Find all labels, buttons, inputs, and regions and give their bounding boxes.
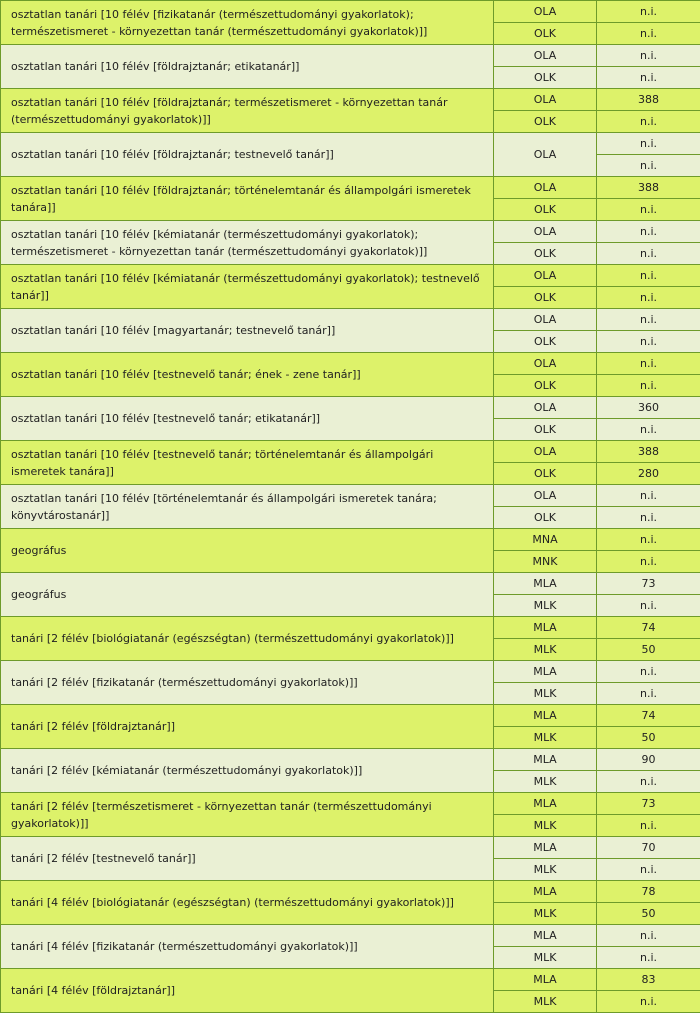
- score-value: n.i.: [597, 375, 700, 397]
- form-code: OLK: [494, 463, 597, 485]
- table-body: [1, 1, 700, 1013]
- form-code: OLA: [494, 89, 597, 111]
- program-name: tanári [2 félév [kémiatanár (természettudományi gyakorlatok)]]: [1, 749, 494, 793]
- table-row: [1, 397, 700, 419]
- program-name: geográfus: [1, 573, 494, 617]
- program-name: tanári [2 félév [földrajztanár]]: [1, 705, 494, 749]
- score-value: 50: [597, 727, 700, 749]
- table-row: [1, 353, 700, 375]
- table-row: [1, 177, 700, 199]
- score-value: n.i.: [597, 991, 700, 1013]
- table-row: [1, 661, 700, 683]
- table-row: [1, 749, 700, 771]
- form-code: MNK: [494, 551, 597, 573]
- form-code: MLA: [494, 705, 597, 727]
- table-row: [1, 925, 700, 947]
- score-value: n.i.: [597, 155, 700, 177]
- score-value: 73: [597, 793, 700, 815]
- program-name: tanári [4 félév [biológiatanár (egészségtan) (természettudományi gyakorlatok)]]: [1, 881, 494, 925]
- form-code: MLK: [494, 991, 597, 1013]
- table-row: [1, 265, 700, 287]
- score-value: n.i.: [597, 1, 700, 23]
- score-value: n.i.: [597, 595, 700, 617]
- score-value: 280: [597, 463, 700, 485]
- score-value: n.i.: [597, 353, 700, 375]
- score-value: 50: [597, 639, 700, 661]
- score-value: n.i.: [597, 133, 700, 155]
- form-code: OLK: [494, 67, 597, 89]
- table-row: [1, 881, 700, 903]
- form-code: OLK: [494, 243, 597, 265]
- form-code: OLK: [494, 287, 597, 309]
- form-code: MLK: [494, 947, 597, 969]
- form-code: MLA: [494, 749, 597, 771]
- score-value: n.i.: [597, 199, 700, 221]
- score-value: n.i.: [597, 243, 700, 265]
- score-value: n.i.: [597, 925, 700, 947]
- table-row: [1, 969, 700, 991]
- table-row: [1, 573, 700, 595]
- score-value: n.i.: [597, 551, 700, 573]
- table-row: [1, 705, 700, 727]
- table-row: [1, 793, 700, 815]
- score-value: 74: [597, 617, 700, 639]
- form-code: MLA: [494, 837, 597, 859]
- score-value: n.i.: [597, 815, 700, 837]
- form-code: MLK: [494, 815, 597, 837]
- form-code: MLK: [494, 727, 597, 749]
- score-value: n.i.: [597, 529, 700, 551]
- form-code: OLK: [494, 23, 597, 45]
- form-code: OLA: [494, 353, 597, 375]
- table-row: [1, 89, 700, 111]
- score-value: n.i.: [597, 265, 700, 287]
- form-code: MLK: [494, 639, 597, 661]
- table-row: [1, 1, 700, 23]
- form-code: MLK: [494, 683, 597, 705]
- program-name: osztatlan tanári [10 félév [fizikatanár (természettudományi gyakorlatok); természetismeret - környezettan tanár (természettudományi gyakorlatok)]]: [1, 1, 494, 45]
- score-value: n.i.: [597, 771, 700, 793]
- score-value: 73: [597, 573, 700, 595]
- score-value: n.i.: [597, 67, 700, 89]
- score-value: n.i.: [597, 485, 700, 507]
- score-value: n.i.: [597, 331, 700, 353]
- table-row: [1, 837, 700, 859]
- score-value: 83: [597, 969, 700, 991]
- program-name: osztatlan tanári [10 félév [kémiatanár (természettudományi gyakorlatok); testnevelő tanár]]: [1, 265, 494, 309]
- table-row: [1, 529, 700, 551]
- form-code: OLA: [494, 45, 597, 67]
- score-value: 78: [597, 881, 700, 903]
- form-code: MLK: [494, 903, 597, 925]
- program-name: osztatlan tanári [10 félév [magyartanár; testnevelő tanár]]: [1, 309, 494, 353]
- table-row: [1, 45, 700, 67]
- form-code: MLA: [494, 969, 597, 991]
- table-row: [1, 221, 700, 243]
- program-name: osztatlan tanári [10 félév [testnevelő tanár; etikatanár]]: [1, 397, 494, 441]
- score-value: n.i.: [597, 309, 700, 331]
- program-name: tanári [2 félév [fizikatanár (természettudományi gyakorlatok)]]: [1, 661, 494, 705]
- form-code: OLA: [494, 133, 597, 177]
- table-row: [1, 133, 700, 155]
- program-name: geográfus: [1, 529, 494, 573]
- score-value: n.i.: [597, 287, 700, 309]
- score-value: 74: [597, 705, 700, 727]
- table-row: [1, 485, 700, 507]
- score-value: n.i.: [597, 23, 700, 45]
- form-code: MLA: [494, 617, 597, 639]
- score-value: n.i.: [597, 221, 700, 243]
- program-name: tanári [2 félév [biológiatanár (egészségtan) (természettudományi gyakorlatok)]]: [1, 617, 494, 661]
- program-name: osztatlan tanári [10 félév [testnevelő tanár; történelemtanár és állampolgári ismeretek tanára]]: [1, 441, 494, 485]
- form-code: OLA: [494, 397, 597, 419]
- form-code: MLA: [494, 881, 597, 903]
- program-name: osztatlan tanári [10 félév [kémiatanár (természettudományi gyakorlatok); természetismeret - környezettan tanár (természettudományi gyakorlatok)]]: [1, 221, 494, 265]
- program-name: tanári [2 félév [természetismeret - környezettan tanár (természettudományi gyakorlatok)]]: [1, 793, 494, 837]
- score-value: n.i.: [597, 859, 700, 881]
- form-code: OLK: [494, 507, 597, 529]
- program-name: osztatlan tanári [10 félév [földrajztanár; történelemtanár és állampolgári ismeretek tanára]]: [1, 177, 494, 221]
- program-name: tanári [4 félév [fizikatanár (természettudományi gyakorlatok)]]: [1, 925, 494, 969]
- form-code: OLA: [494, 309, 597, 331]
- score-value: 388: [597, 89, 700, 111]
- program-name: osztatlan tanári [10 félév [földrajztanár; természetismeret - környezettan tanár (természettudományi gyakorlatok)]]: [1, 89, 494, 133]
- form-code: OLA: [494, 221, 597, 243]
- table-row: [1, 441, 700, 463]
- form-code: MNA: [494, 529, 597, 551]
- form-code: MLK: [494, 595, 597, 617]
- score-value: 388: [597, 441, 700, 463]
- score-value: 360: [597, 397, 700, 419]
- program-name: tanári [4 félév [földrajztanár]]: [1, 969, 494, 1013]
- form-code: OLA: [494, 265, 597, 287]
- program-name: osztatlan tanári [10 félév [földrajztanár; etikatanár]]: [1, 45, 494, 89]
- form-code: MLA: [494, 573, 597, 595]
- score-value: n.i.: [597, 111, 700, 133]
- program-name: osztatlan tanári [10 félév [történelemtanár és állampolgári ismeretek tanára; könyvtárostanár]]: [1, 485, 494, 529]
- form-code: OLK: [494, 419, 597, 441]
- form-code: OLA: [494, 441, 597, 463]
- score-value: 70: [597, 837, 700, 859]
- form-code: MLA: [494, 661, 597, 683]
- form-code: OLK: [494, 199, 597, 221]
- score-value: n.i.: [597, 419, 700, 441]
- form-code: MLA: [494, 925, 597, 947]
- form-code: MLK: [494, 859, 597, 881]
- score-value: n.i.: [597, 507, 700, 529]
- form-code: OLK: [494, 331, 597, 353]
- form-code: MLA: [494, 793, 597, 815]
- score-value: 50: [597, 903, 700, 925]
- form-code: OLA: [494, 1, 597, 23]
- score-value: n.i.: [597, 45, 700, 67]
- form-code: OLA: [494, 177, 597, 199]
- table-row: [1, 309, 700, 331]
- table-row: [1, 617, 700, 639]
- score-value: 90: [597, 749, 700, 771]
- form-code: MLK: [494, 771, 597, 793]
- program-name: tanári [2 félév [testnevelő tanár]]: [1, 837, 494, 881]
- score-value: 388: [597, 177, 700, 199]
- program-name: osztatlan tanári [10 félév [testnevelő tanár; ének - zene tanár]]: [1, 353, 494, 397]
- program-name: osztatlan tanári [10 félév [földrajztanár; testnevelő tanár]]: [1, 133, 494, 177]
- score-value: n.i.: [597, 683, 700, 705]
- form-code: OLA: [494, 485, 597, 507]
- form-code: OLK: [494, 375, 597, 397]
- score-value: n.i.: [597, 947, 700, 969]
- form-code: OLK: [494, 111, 597, 133]
- score-value: n.i.: [597, 661, 700, 683]
